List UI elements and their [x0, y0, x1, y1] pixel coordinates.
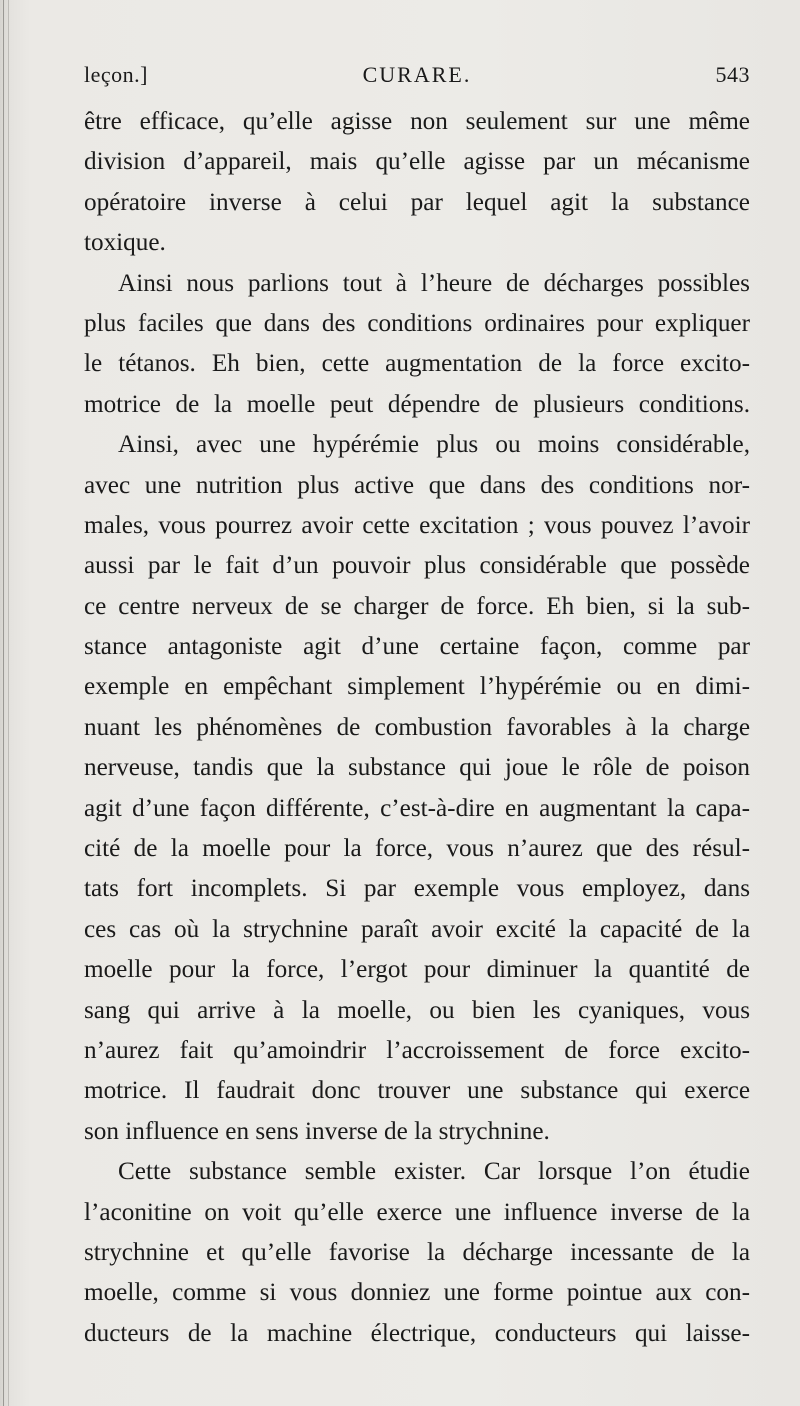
body-text: [84, 102, 750, 1354]
text-line: strychnine et qu’elle favorise la décharge incessante de la: [84, 1238, 750, 1266]
text-line: moelle pour la force, l’ergot pour diminuer la quantité de: [84, 956, 750, 984]
running-head: [84, 62, 750, 92]
text-line: tats fort incomplets. Si par exemple vous employez, dans: [84, 875, 750, 903]
text-line: stance antagoniste agit d’une certaine façon, comme par: [84, 633, 750, 661]
lesson-label: leçon.]: [84, 62, 148, 87]
text-line: exemple en empêchant simplement l’hypérémie ou en dimi-: [84, 673, 750, 701]
text-line: toxique.: [84, 229, 166, 257]
page-number: 543: [715, 62, 750, 87]
chapter-title: CURARE.: [362, 62, 472, 87]
text-line: males, vous pourrez avoir cette excitation ; vous pouvez l’avoir: [84, 511, 750, 539]
text-line: moelle, comme si vous donniez une forme pointue aux con-: [84, 1279, 750, 1307]
text-line: agit d’une façon différente, c’est-à-dire en augmentant la capa-: [84, 794, 750, 822]
text-line: l’aconitine on voit qu’elle exerce une influence inverse de la: [84, 1198, 750, 1226]
gutter-shadow: [8, 0, 9, 1406]
text-line: division d’appareil, mais qu’elle agisse par un mécanisme: [84, 148, 750, 176]
text-line: motrice. Il faudrait donc trouver une substance qui exerce: [84, 1077, 750, 1105]
text-line: être efficace, qu’elle agisse non seulement sur une même: [84, 108, 750, 135]
text-line: cité de la moelle pour la force, vous n’aurez que des résul-: [84, 835, 750, 863]
text-line: plus faciles que dans des conditions ordinaires pour expliquer: [84, 309, 750, 337]
text-line: n’aurez fait qu’amoindrir l’accroissement de force excito-: [84, 1036, 750, 1064]
text-line: ducteurs de la machine électrique, conducteurs qui laisse-: [84, 1319, 750, 1347]
text-line: nuant les phénomènes de combustion favorables à la charge: [84, 713, 750, 741]
text-line: Ainsi, avec une hypérémie plus ou moins considérable,: [118, 431, 750, 459]
text-line: ce centre nerveux de se charger de force. Eh bien, si la sub-: [84, 592, 750, 620]
text-line: son influence en sens inverse de la strychnine.: [84, 1117, 550, 1145]
text-line: sang qui arrive à la moelle, ou bien les cyaniques, vous: [84, 996, 750, 1024]
text-line: Cette substance semble exister. Car lorsque l’on étudie: [118, 1158, 750, 1186]
text-line: le tétanos. Eh bien, cette augmentation de la force excito-: [84, 350, 750, 378]
text-line: nerveuse, tandis que la substance qui joue le rôle de poison: [84, 754, 750, 782]
text-line: ces cas où la strychnine paraît avoir excité la capacité de la: [84, 915, 750, 943]
text-line: avec une nutrition plus active que dans des conditions nor-: [84, 471, 750, 499]
text-line: motrice de la moelle peut dépendre de plusieurs conditions.: [84, 390, 750, 418]
gutter-shadow: [3, 0, 4, 1406]
text-line: aussi par le fait d’un pouvoir plus considérable que possède: [84, 552, 750, 580]
text-line: opératoire inverse à celui par lequel agit la substance: [84, 188, 750, 216]
text-line: Ainsi nous parlions tout à l’heure de décharges possibles: [118, 269, 750, 297]
